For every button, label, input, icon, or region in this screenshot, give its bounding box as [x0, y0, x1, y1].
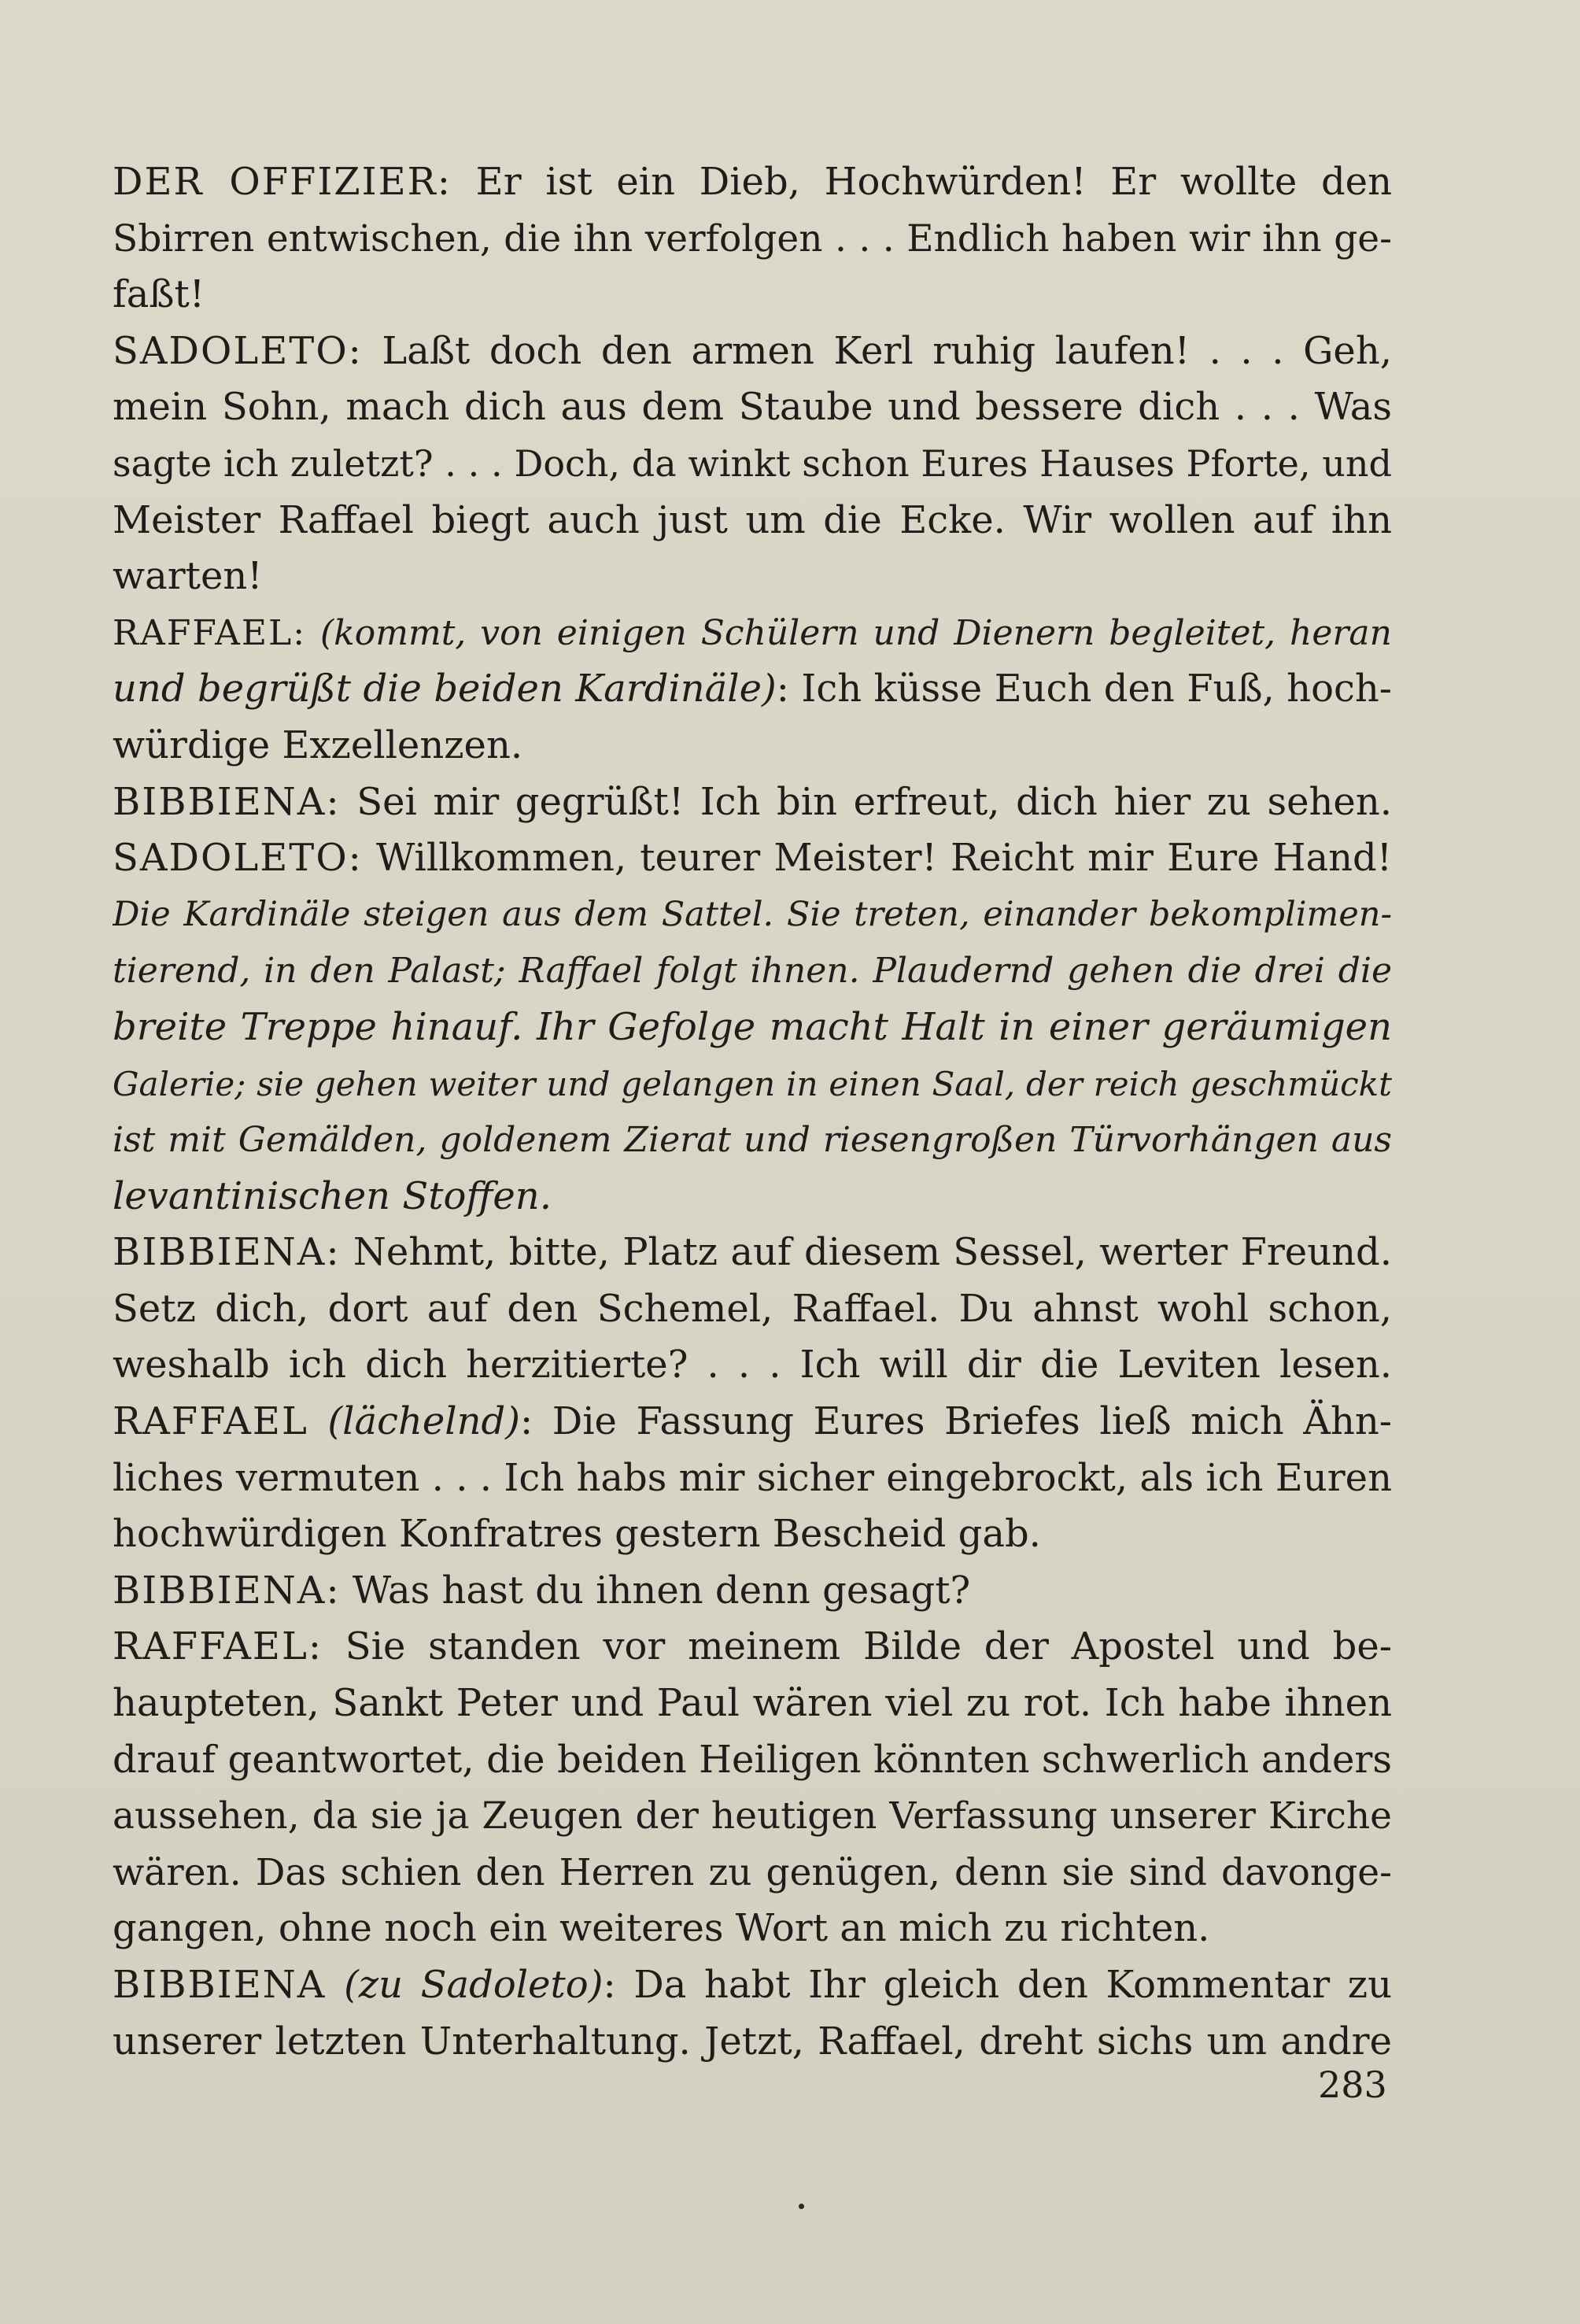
stage-direction: (kommt, von einigen Schülern und Dienern begleitet, heran — [306, 612, 1392, 653]
dialogue-text: weshalb ich dich herzitierte? . . . Ich will dir die Leviten lesen. — [113, 1343, 1392, 1387]
stage-direction: breite Treppe hinauf. Ihr Gefolge macht Halt in einer geräumigen — [113, 1004, 1392, 1049]
dialogue-text: faßt! — [113, 272, 205, 317]
dialogue-text: Willkommen, teurer Meister! Reicht mir Eure Hand! — [362, 836, 1392, 881]
text-line — [113, 493, 1392, 549]
dialogue-text: Sbirren entwischen, die ihn verfolgen . . . Endlich haben wir ihn ge- — [113, 216, 1392, 260]
stage-direction: und begrüßt die beiden Kardinäle) — [113, 667, 777, 711]
dialogue-text: liches vermuten . . . Ich habs mir sicher eingebrockt, als ich Euren — [113, 1455, 1392, 1500]
text-line — [113, 774, 1392, 831]
text-line — [113, 1845, 1392, 1901]
text-line — [113, 549, 1392, 605]
ink-speck — [799, 2204, 804, 2209]
text-line — [113, 154, 1392, 211]
dialogue-text: Laßt doch den armen Kerl ruhig laufen! . . . Geh, — [362, 328, 1392, 373]
page-number: 283 — [1318, 2064, 1387, 2106]
dialogue-text: drauf geantwortet, die beiden Heiligen könnten schwerlich anders — [113, 1737, 1392, 1782]
dialogue-text: mein Sohn, mach dich aus dem Staube und bessere dich . . . Was — [113, 385, 1392, 430]
stage-direction: (zu Sadoleto) — [326, 1963, 604, 2007]
text-line — [113, 999, 1392, 1056]
speaker-name: DER OFFIZIER: — [113, 160, 452, 204]
dialogue-text: haupteten, Sankt Peter und Paul wären viel zu rot. Ich habe ihnen — [113, 1681, 1392, 1726]
text-line — [113, 1337, 1392, 1394]
dialogue-text: Sei mir gegrüßt! Ich bin erfreut, dich hier zu sehen. — [340, 779, 1392, 824]
stage-direction: Galerie; sie gehen weiter und gelangen in einen Saal, der reich geschmückt — [113, 1064, 1392, 1103]
text-line — [113, 1957, 1392, 2014]
dialogue-text: hochwürdigen Konfratres gestern Bescheid gab. — [113, 1512, 1041, 1557]
speaker-name: RAFFAEL: — [113, 612, 307, 653]
dialogue-text: Sie standen vor meinem Bilde der Apostel und be- — [323, 1624, 1392, 1669]
dialogue-text: Nehmt, bitte, Platz auf diesem Sessel, werter Freund. — [340, 1230, 1392, 1275]
text-line — [113, 661, 1392, 718]
dialogue-text: gangen, ohne noch ein weiteres Wort an mich zu richten. — [113, 1906, 1210, 1951]
text-line — [113, 1788, 1392, 1845]
dialogue-text: : Ich küsse Euch den Fuß, hoch- — [776, 667, 1392, 711]
text-line — [113, 379, 1392, 436]
text-line — [113, 830, 1392, 887]
speaker-name: SADOLETO: — [113, 328, 363, 373]
text-line — [113, 1056, 1392, 1113]
speaker-name: BIBBIENA: — [113, 1230, 341, 1275]
stage-direction: (lächelnd) — [308, 1399, 520, 1444]
speaker-name: SADOLETO: — [113, 836, 363, 881]
speaker-name: BIBBIENA: — [113, 779, 341, 824]
speaker-name: RAFFAEL — [113, 1399, 308, 1444]
text-line — [113, 323, 1392, 380]
text-line — [113, 943, 1392, 999]
text-line — [113, 1450, 1392, 1507]
text-line — [113, 1112, 1392, 1169]
text-line — [113, 1394, 1392, 1450]
text-line — [113, 1619, 1392, 1676]
speaker-name: BIBBIENA: — [113, 1568, 341, 1613]
text-line — [113, 887, 1392, 944]
dialogue-text: Was hast du ihnen denn gesagt? — [340, 1568, 971, 1613]
text-line — [113, 2014, 1392, 2071]
text-line — [113, 1281, 1392, 1338]
text-line — [113, 1225, 1392, 1281]
stage-direction: ist mit Gemälden, goldenem Zierat und riesengroßen Türvorhängen aus — [113, 1120, 1392, 1161]
text-line — [113, 1169, 1392, 1225]
dialogue-text: würdige Exzellenzen. — [113, 722, 523, 767]
dialogue-text: wären. Das schien den Herren zu genügen, denn sie sind davonge- — [113, 1850, 1392, 1894]
text-line — [113, 436, 1392, 493]
stage-direction: Die Kardinäle steigen aus dem Sattel. Sie treten, einander bekomplimen- — [113, 894, 1392, 934]
dialogue-text: Setz dich, dort auf den Schemel, Raffael. Du ahnst wohl schon, — [113, 1286, 1392, 1331]
text-line — [113, 605, 1392, 662]
speaker-name: RAFFAEL: — [113, 1624, 323, 1669]
stage-direction: tierend, in den Palast; Raffael folgt ihnen. Plaudernd gehen die drei die — [113, 951, 1392, 992]
text-line — [113, 1676, 1392, 1732]
text-line — [113, 267, 1392, 323]
speaker-name: BIBBIENA — [113, 1963, 327, 2007]
dialogue-text: unserer letzten Unterhaltung. Jetzt, Raffael, dreht sichs um andre — [113, 2019, 1392, 2064]
dialogue-text: : Da habt Ihr gleich den Kommentar zu — [603, 1963, 1392, 2007]
page-body-text — [113, 154, 1392, 2070]
text-line — [113, 718, 1392, 774]
text-line — [113, 1563, 1392, 1620]
text-line — [113, 211, 1392, 268]
dialogue-text: Er ist ein Dieb, Hochwürden! Er wollte den — [451, 160, 1392, 204]
text-line — [113, 1506, 1392, 1563]
text-line — [113, 1732, 1392, 1789]
dialogue-text: : Die Fassung Eures Briefes ließ mich Ähn- — [520, 1399, 1392, 1444]
dialogue-text: aussehen, da sie ja Zeugen der heutigen Verfassung unserer Kirche — [113, 1794, 1392, 1838]
stage-direction: levantinischen Stoffen. — [113, 1173, 552, 1218]
dialogue-text: Meister Raffael biegt auch just um die Ecke. Wir wollen auf ihn — [113, 497, 1392, 542]
dialogue-text: warten! — [113, 554, 263, 599]
text-line — [113, 1901, 1392, 1957]
dialogue-text: sagte ich zuletzt? . . . Doch, da winkt schon Eures Hauses Pforte, und — [113, 442, 1392, 485]
